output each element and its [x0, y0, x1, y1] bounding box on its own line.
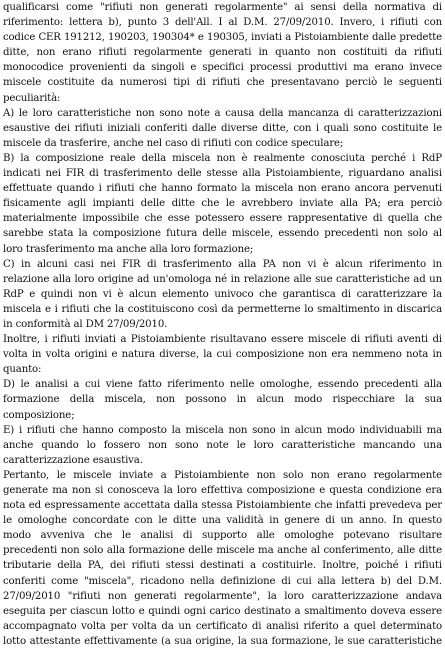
text-line: Pertanto, le miscele inviate a Pistoiambiente non solo non erano regolarmente [3, 469, 442, 481]
text-line: le omologhe concordate con le ditte una validità in genere di un anno. In questo [3, 515, 442, 527]
text-line: conferiti come "miscela", ricadono nella definizione di cui alla lettera b) del D.M. [3, 575, 442, 587]
text-line: esaustive dei rifiuti iniziali conferiti dalle diverse ditte, con i quali sono costituite le [3, 122, 442, 134]
text-line: ditte, non erano rifiuti regolarmente generati in quanto non costituiti da rifiuti [3, 47, 442, 59]
text-line: quanto: [3, 364, 42, 376]
text-line: caratterizzazione esaustiva. [3, 454, 143, 466]
text-line: qualificarsi come "rifiuti non generati regolarmente" ai sensi della normativa di [3, 2, 442, 13]
text-line: miscele costituite da numerosi tipi di rifiuti che presentavano perciò le seguenti [3, 77, 442, 89]
text-line: codice CER 191212, 190203, 190304* e 190305, inviati a Pistoiambiente dalle predette [3, 32, 442, 44]
text-line: sarebbe stata la composizione futura delle miscele, essendo precedenti non solo al [3, 228, 442, 240]
text-line: peculiarità: [3, 92, 61, 104]
text-line: RdP e quindi non vi è alcun elemento univoco che garantisca di caratterizzare la [3, 288, 442, 300]
text-line: miscele da trasferire, anche nel caso di rifiuti con codice speculare; [3, 137, 344, 149]
text-line: accompagnato volta per volta da un certificato di analisi riferito a quel determinato [3, 620, 442, 632]
text-line: anche quando lo fossero non sono note le loro caratteristiche mancando una [3, 439, 442, 451]
text-line: 27/09/2010 "rifiuti non generati regolarmente", la loro caratterizzazione andava [3, 590, 442, 602]
text-line: B) la composizione reale della miscela non è realmente conosciuta perché i RdP [3, 152, 442, 164]
document-page [3, 0, 442, 649]
text-line: A) le loro caratteristiche non sono note a causa della mancanza di caratterizzazioni [3, 107, 442, 119]
text-line: miscela e i rifiuti che la costituiscono così da permetterne lo smaltimento in discarica [3, 303, 442, 315]
text-line: indicati nei FIR di trasferimento delle stesse alla Pistoiambiente, riguardano analisi [3, 168, 442, 180]
text-line: loro trasferimento ma anche alla loro formazione; [3, 243, 254, 255]
text-line: fisicamente agli impianti delle ditte che le avrebbero inviate alla PA; era perciò [3, 198, 442, 210]
text-line: relazione alla loro origine ad un'omologa né in relazione alle sue caratteristiche ad un [3, 273, 442, 285]
text-line: D) le analisi a cui viene fatto riferimento nelle omologhe, essendo precedenti alla [3, 379, 442, 391]
text-line: precedenti non solo alla formazione delle miscele ma anche al conferimento, alle ditte [3, 545, 442, 557]
text-line: eseguita per ciascun lotto e quindi ogni carico destinato a smaltimento doveva essere [3, 605, 442, 617]
text-line: modo avveniva che le analisi di supporto alle omologhe potevano risultare [3, 530, 442, 542]
text-line: volta in volta origini e natura diverse, la cui composizione non era nemmeno nota in [3, 349, 442, 361]
text-line: materialmente impossibile che esse potessero essere rappresentative di quella che [3, 213, 442, 225]
text-line: monocodice provenienti da singoli e specifici processi produttivi ma erano invece [3, 62, 442, 74]
text-line: nota ed espressamente accettata dalla stessa Pistoiambiente che infatti prevedeva per [3, 500, 442, 512]
text-line: effettuate quando i rifiuti che hanno formato la miscela non erano ancora pervenuti [3, 183, 442, 195]
text-line: Inoltre, i rifiuti inviati a Pistoiambiente risultavano essere miscele di rifiuti aventi di [3, 334, 442, 346]
text-line: E) i rifiuti che hanno composto la miscela non sono in alcun modo individuabili ma [3, 424, 442, 436]
text-line: riferimento: lettera b), punto 3 dell'All. I al D.M. 27/09/2010. Invero, i rifiuti con [3, 17, 442, 29]
text-line: formazione della miscela, non possono in alcun modo rispecchiare la sua [3, 394, 442, 406]
text-line: tributarie della PA, dei rifiuti stessi destinati a costituirle. Inoltre, poiché i rifiuti [3, 560, 442, 572]
text-line: in conformità al DM 27/09/2010. [3, 318, 168, 330]
text-line: generate ma non si conosceva la loro effettiva composizione e questa condizione era [3, 485, 442, 496]
text-line: lotto attestante effettivamente (a sua origine, la sua formazione, le sue caratteristiche [3, 635, 442, 647]
text-line: composizione; [3, 409, 75, 421]
text-line: C) in alcuni casi nei FIR di trasferimento alla PA non vi è alcun riferimento in [3, 258, 442, 270]
